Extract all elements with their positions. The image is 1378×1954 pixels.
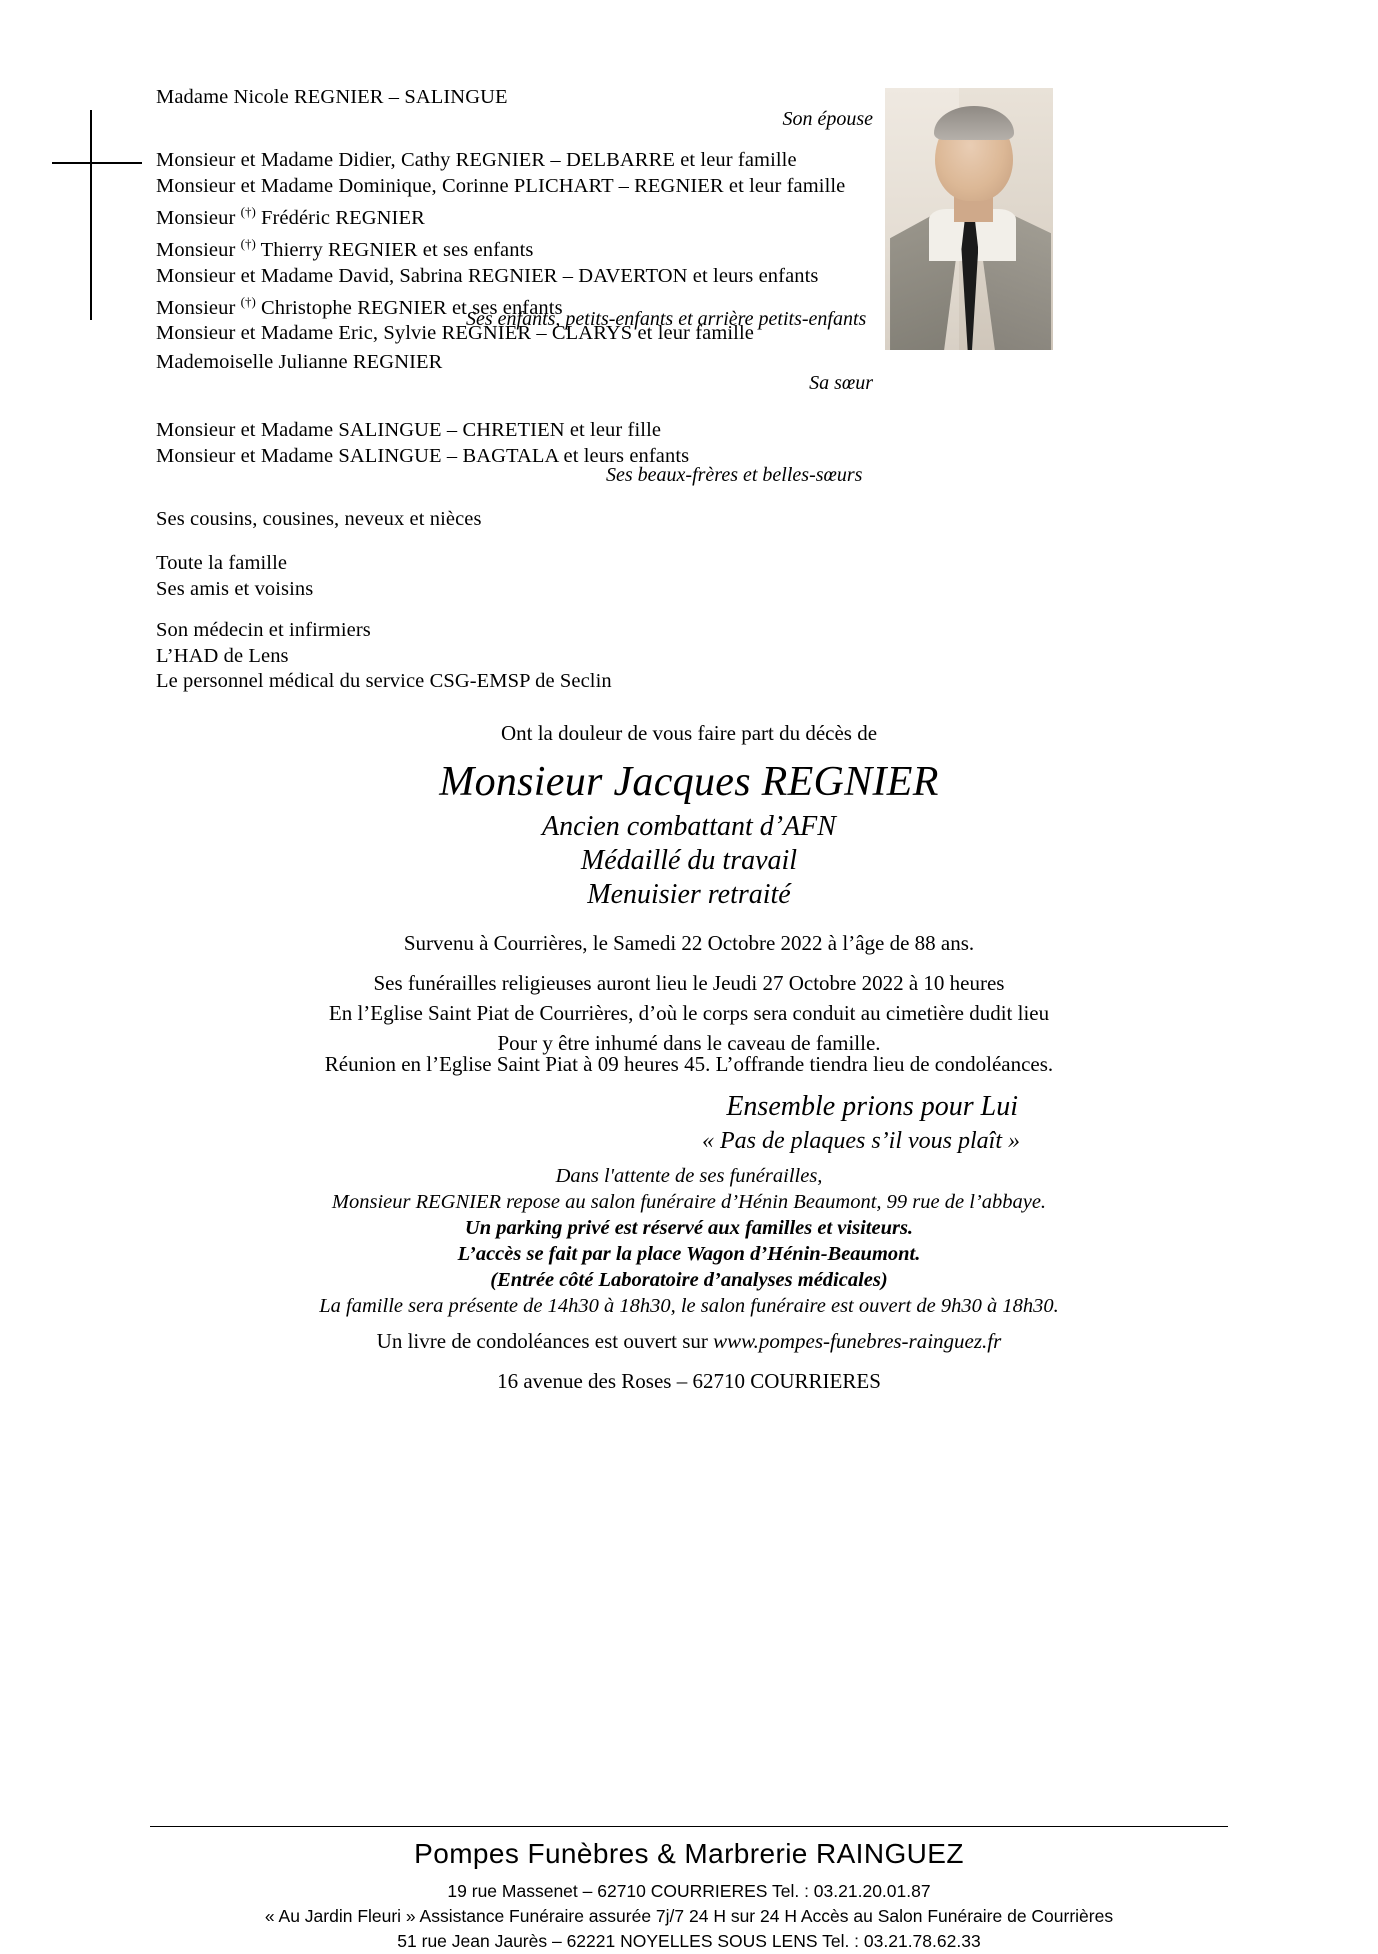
child-line: Monsieur et Madame Eric, Sylvie REGNIER – CLARYS et leur famille [156, 322, 754, 345]
sister-name-block [156, 350, 442, 376]
spouse-name: Madame Nicole REGNIER – SALINGUE [156, 86, 508, 108]
footer-contact-block [0, 1879, 1378, 1954]
caregivers-block [156, 618, 612, 695]
footer-line: 51 rue Jean Jaurès – 62221 NOYELLES SOUS LENS Tel. : 03.21.78.62.33 [397, 1931, 981, 1951]
funeral-home-visit-block [0, 1163, 1378, 1319]
visit-line: (Entrée côté Laboratoire d’analyses médicales) [490, 1269, 888, 1291]
death-notice: Survenu à Courrières, le Samedi 22 Octobre 2022 à l’âge de 88 ans. [403, 931, 975, 955]
visit-line: Un parking privé est réservé aux familles et visiteurs. [464, 1217, 914, 1239]
cross-icon [52, 110, 142, 320]
ceremony-line: En l’Eglise Saint Piat de Courrières, d’où le corps sera conduit au cimetière dudit lieu [328, 1001, 1050, 1025]
sister-attribution: Sa sœur [809, 372, 873, 394]
deceased-name: Monsieur Jacques REGNIER [439, 759, 939, 805]
caregiver-line: Son médecin et infirmiers [156, 619, 371, 641]
cousins-line-block [156, 507, 482, 533]
ceremony-block [0, 968, 1378, 1058]
children-attribution: Ses enfants, petits-enfants et arrière petits-enfants [466, 308, 867, 330]
inlaw-line: Monsieur et Madame SALINGUE – CHRETIEN et leur fille [156, 419, 662, 441]
footer-line: « Au Jardin Fleuri » Assistance Funéraire assurée 7j/7 24 H sur 24 H Accès au Salon Funéraire de Courrières [264, 1906, 1114, 1926]
child-line: Monsieur (†) Thierry REGNIER et ses enfants [156, 236, 534, 262]
child-line: Monsieur et Madame Didier, Cathy REGNIER – DELBARRE et leur famille [156, 149, 797, 171]
prayer-line-1: Ensemble prions pour Lui [726, 1091, 1018, 1122]
sister-name: Mademoiselle Julianne REGNIER [156, 351, 443, 373]
spouse-attribution: Son épouse [782, 108, 873, 130]
condolences-text: Un livre de condoléances est ouvert sur [376, 1329, 714, 1353]
cousins-line: Ses cousins, cousines, neveux et nièces [156, 508, 482, 530]
inlaws-name-block [156, 418, 689, 469]
footer-divider [150, 1826, 1228, 1827]
portrait-photo [885, 88, 1053, 350]
inlaws-attribution: Ses beaux-frères et belles-sœurs [606, 464, 863, 486]
condolences-website[interactable]: www.pompes-funebres-rainguez.fr [713, 1329, 1002, 1353]
friends-line: Ses amis et voisins [156, 577, 314, 600]
child-line: Monsieur (†) Frédéric REGNIER [156, 204, 425, 229]
announcement-intro: Ont la douleur de vous faire part du décès de [500, 721, 878, 745]
visit-line: Dans l'attente de ses funérailles, [555, 1165, 823, 1187]
cross-horizontal-bar [52, 162, 142, 164]
ceremony-line: Ses funérailles religieuses auront lieu le Jeudi 27 Octobre 2022 à 10 heures [373, 971, 1005, 995]
visit-line: Monsieur REGNIER repose au salon funéraire d’Hénin Beaumont, 99 rue de l’abbaye. [331, 1191, 1047, 1213]
footer-company-name: Pompes Funèbres & Marbrerie RAINGUEZ [414, 1838, 964, 1869]
company-address-line: 16 avenue des Roses – 62710 COURRIERES [497, 1369, 881, 1393]
spouse-name-block [156, 85, 508, 111]
deceased-title: Ancien combattant d’AFN [542, 811, 836, 842]
deceased-titles [0, 810, 1378, 912]
ceremony-line: Pour y être inhumé dans le caveau de famille. [497, 1031, 881, 1055]
caregiver-line: Le personnel médical du service CSG-EMSP de Seclin [156, 670, 612, 692]
visit-line: L’accès se fait par la place Wagon d’Hénin-Beaumont. [457, 1243, 921, 1265]
cross-vertical-bar [90, 110, 92, 320]
child-line: Monsieur (†) Christophe REGNIER et ses enfants [156, 294, 563, 319]
visit-line: La famille sera présente de 14h30 à 18h30, le salon funéraire est ouvert de 9h30 à 18h30. [319, 1295, 1059, 1317]
child-line: Monsieur et Madame Dominique, Corinne PLICHART – REGNIER et leur famille [156, 174, 846, 197]
deceased-title: Menuisier retraité [587, 879, 791, 910]
prayer-line-2: « Pas de plaques s’il vous plaît » [702, 1128, 1020, 1154]
inlaw-line: Monsieur et Madame SALINGUE – BAGTALA et leurs enfants [156, 444, 690, 467]
gathering-line: Réunion en l’Eglise Saint Piat à 09 heures 45. L’offrande tiendra lieu de condoléances. [324, 1052, 1054, 1076]
footer-line: 19 rue Massenet – 62710 COURRIERES Tel. : 03.21.20.01.87 [447, 1881, 931, 1901]
deceased-title: Médaillé du travail [580, 845, 798, 876]
caregiver-line: L’HAD de Lens [156, 644, 289, 667]
child-line: Monsieur et Madame David, Sabrina REGNIER – DAVERTON et leurs enfants [156, 264, 819, 287]
condolences-book-line [0, 1326, 1378, 1356]
family-friends-block [156, 551, 313, 602]
family-line: Toute la famille [156, 552, 288, 574]
